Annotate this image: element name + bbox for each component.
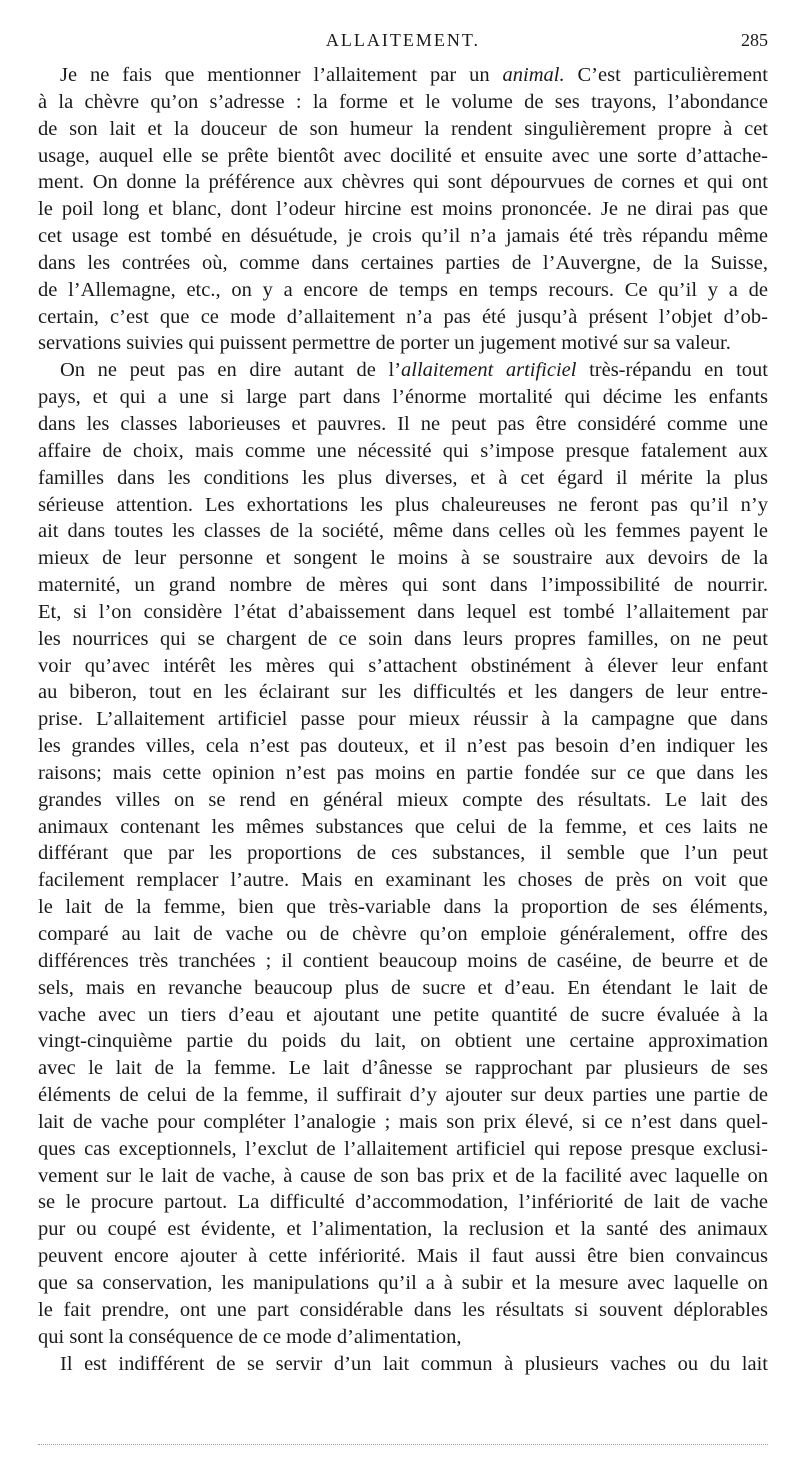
- text-run: à la chèvre qu’on s’adresse : la forme et le volume de ses trayons, l’abondance: [38, 90, 768, 113]
- text-line: [38, 330, 768, 357]
- text-run: éléments de celui de la femme, il suffirait d’y ajouter sur deux parties une partie de: [38, 1084, 768, 1107]
- text-line: [38, 787, 768, 814]
- text-line: [38, 760, 768, 787]
- text-run: Je ne fais que mentionner l’allaitement par un: [60, 64, 503, 86]
- text-line: [38, 357, 768, 384]
- text-run: maternité, un grand nombre de mères qui sont dans l’impossibilité de nourrir.: [38, 574, 768, 597]
- text-line: [38, 653, 768, 680]
- text-run: certain, c’est que ce mode d’allaitement n’a pas été jusqu’à présent l’objet d’ob-: [38, 305, 768, 328]
- text-run: cet usage est tombé en désuétude, je crois qu’il n’a jamais été très répandu même: [38, 225, 768, 248]
- text-run: le lait de la femme, bien que très-variable dans la proportion de ses éléments,: [38, 896, 768, 919]
- italic-text: allaitement artificiel: [401, 359, 577, 382]
- running-title: ALLAITEMENT.: [325, 30, 481, 50]
- text-line: [38, 1136, 768, 1163]
- text-run: vement sur le lait de vache, à cause de son bas prix et de la facilité avec laquelle on: [38, 1164, 768, 1187]
- text-run: très-répandu en tout: [576, 359, 768, 382]
- text-line: [38, 733, 768, 760]
- text-run: de son lait et la douceur de son humeur la rendent singulièrement propre à cet: [38, 117, 768, 140]
- text-run: Et, si l’on considère l’état d’abaissement dans lequel est tombé l’allaitement par: [38, 600, 768, 623]
- text-run: vingt-cinquième partie du poids du lait, on obtient une certaine approximation: [38, 1030, 768, 1053]
- text-line: [38, 250, 768, 277]
- running-head: [38, 28, 768, 58]
- text-line: [38, 1002, 768, 1029]
- text-run: le poil long et blanc, dont l’odeur hircine est moins prononcée. Je ne dirai pas que: [38, 198, 768, 221]
- book-page: [38, 28, 768, 1377]
- text-run: Il est indifférent de se servir d’un lait commun à plusieurs vaches ou du lait: [60, 1352, 768, 1375]
- text-line: [38, 143, 768, 170]
- text-line: [38, 62, 768, 89]
- text-run: raisons; mais cette opinion n’est pas moins en partie fondée sur ce que dans les: [38, 761, 768, 784]
- text-run: servations suivies qui puissent permettre de porter un jugement motivé sur sa valeur.: [38, 332, 731, 355]
- text-run: ait dans toutes les classes de la société, même dans celles où les femmes payent le: [38, 520, 768, 543]
- text-line: [38, 1055, 768, 1082]
- text-run: qui sont la conséquence de ce mode d’alimentation,: [38, 1325, 462, 1348]
- text-line: [38, 1297, 768, 1324]
- text-line: [38, 948, 768, 975]
- text-line: [38, 1216, 768, 1243]
- text-run: différences très tranchées ; il contient beaucoup moins de caséine, de beurre et de: [38, 949, 768, 972]
- page-number: 285: [741, 30, 768, 50]
- text-line: [38, 492, 768, 519]
- text-run: différant que par les proportions de ces substances, il semble que l’un peut: [38, 842, 768, 865]
- text-run: lait de vache pour compléter l’analogie ; mais son prix élevé, si ce n’est dans quel-: [38, 1110, 768, 1133]
- text-line: [38, 1243, 768, 1270]
- text-line: [38, 572, 768, 599]
- text-line: [38, 89, 768, 116]
- text-line: [38, 438, 768, 465]
- text-line: [38, 384, 768, 411]
- text-run: pays, et qui a une si large part dans l’énorme mortalité qui décime les enfants: [38, 386, 768, 409]
- text-run: On ne peut pas en dire autant de l’: [60, 359, 402, 382]
- text-line: [38, 223, 768, 250]
- text-run: vache avec un tiers d’eau et ajoutant une petite quantité de sucre évaluée à la: [38, 1003, 768, 1026]
- text-line: [38, 1028, 768, 1055]
- text-line: [38, 518, 768, 545]
- text-run: animaux contenant les mêmes substances que celui de la femme, et ces laits ne: [38, 815, 768, 838]
- text-run: usage, auquel elle se prête bientôt avec docilité et ensuite avec une sorte d’attache-: [38, 144, 768, 167]
- text-run: pur ou coupé est évidente, et l’alimentation, la reclusion et la santé des animaux: [38, 1218, 768, 1241]
- text-run: C’est particulièrement: [564, 64, 768, 86]
- text-run: facilement remplacer l’autre. Mais en examinant les choses de près on voit que: [38, 869, 768, 892]
- text-line: [38, 626, 768, 653]
- text-line: [38, 1082, 768, 1109]
- text-run: peuvent encore ajouter à cette infériorité. Mais il faut aussi être bien convaincus: [38, 1245, 768, 1268]
- text-run: familles dans les conditions les plus diverses, et à cet égard il mérite la plus: [38, 466, 768, 489]
- text-run: que sa conservation, les manipulations qu’il a à subir et la mesure avec laquelle on: [38, 1271, 768, 1294]
- text-line: [38, 975, 768, 1002]
- text-run: mieux de leur personne et songent le moins à se soustraire aux devoirs de la: [38, 547, 768, 570]
- text-run: dans les classes laborieuses et pauvres. Il ne peut pas être considéré comme une: [38, 412, 768, 435]
- text-line: [38, 921, 768, 948]
- text-line: [38, 277, 768, 304]
- text-run: se le procure partout. La difficulté d’accommodation, l’infériorité de lait de vache: [38, 1191, 768, 1214]
- text-line: [38, 1189, 768, 1216]
- text-run: dans les contrées où, comme dans certaines parties de l’Auvergne, de la Suisse,: [38, 251, 768, 274]
- text-run: sels, mais en revanche beaucoup plus de sucre et d’eau. En étendant le lait de: [38, 976, 768, 999]
- text-run: voir qu’avec intérêt les mères qui s’attachent obstinément à élever leur enfant: [38, 654, 768, 677]
- text-run: de l’Allemagne, etc., on y a encore de temps en temps recours. Ce qu’il y a de: [38, 278, 768, 301]
- text-run: les grandes villes, cela n’est pas douteux, et il n’est pas besoin d’en indiquer les: [38, 735, 768, 758]
- text-run: le fait prendre, ont une part considérable dans les résultats si souvent déplorables: [38, 1298, 768, 1321]
- text-run: comparé au lait de vache ou de chèvre qu’on emploie généralement, offre des: [38, 923, 768, 945]
- text-run: ment. On donne la préférence aux chèvres qui sont dépourvues de cornes et qui ont: [38, 171, 768, 194]
- text-line: [38, 867, 768, 894]
- text-run: grandes villes on se rend en général mieux compte des résultats. Le lait des: [38, 788, 768, 811]
- text-line: [38, 599, 768, 626]
- text-line: [38, 1270, 768, 1297]
- text-run: avec le lait de la femme. Le lait d’ânesse se rapprochant par plusieurs de ses: [38, 1057, 768, 1080]
- text-line: [38, 894, 768, 921]
- text-line: [38, 1324, 768, 1351]
- text-run: prise. L’allaitement artificiel passe pour mieux réussir à la campagne que dans: [38, 708, 768, 731]
- text-line: [38, 679, 768, 706]
- text-line: [38, 169, 768, 196]
- body-text: [38, 62, 768, 1377]
- text-run: ques cas exceptionnels, l’exclut de l’allaitement artificiel qui repose presque exclusi-: [38, 1137, 768, 1160]
- text-run: sérieuse attention. Les exhortations les plus chaleureuses ne feront pas qu’il n’y: [38, 493, 768, 516]
- text-line: [38, 1109, 768, 1136]
- text-line: [38, 1163, 768, 1190]
- text-run: affaire de choix, mais comme une nécessité qui s’impose presque fatalement aux: [38, 439, 768, 462]
- text-line: [38, 1351, 768, 1378]
- text-line: [38, 116, 768, 143]
- text-line: [38, 814, 768, 841]
- footer-rule: [38, 1444, 768, 1445]
- text-line: [38, 196, 768, 223]
- text-line: [38, 545, 768, 572]
- text-line: [38, 304, 768, 331]
- text-run: les nourrices qui se chargent de ce soin dans leurs propres familles, on ne peut: [38, 627, 768, 650]
- text-line: [38, 706, 768, 733]
- text-line: [38, 411, 768, 438]
- italic-text: animal.: [502, 64, 565, 86]
- text-line: [38, 465, 768, 492]
- text-run: au biberon, tout en les éclairant sur les difficultés et les dangers de leur entre-: [38, 681, 768, 704]
- text-line: [38, 840, 768, 867]
